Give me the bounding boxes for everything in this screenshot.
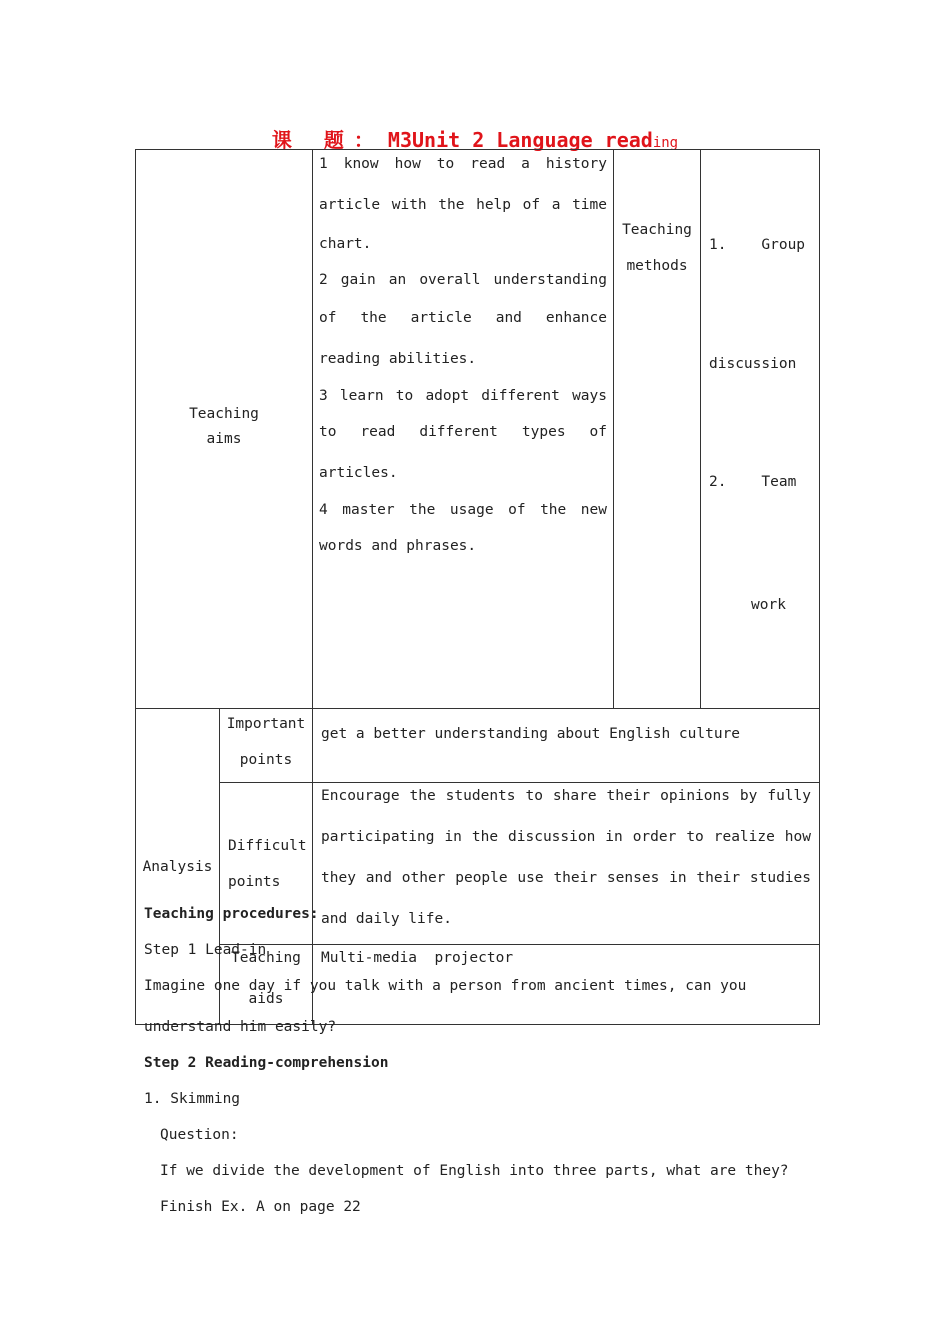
question-text: If we divide the development of English into three parts, what are they? xyxy=(160,1163,789,1179)
label-line: Teaching xyxy=(189,406,259,422)
aim-line: words and phrases. xyxy=(319,538,477,554)
aim-line: chart. xyxy=(319,236,372,252)
label-line: points xyxy=(228,873,281,890)
aim-1 xyxy=(319,144,607,262)
procedures-section xyxy=(144,902,824,1219)
skimming-heading: 1. Skimming xyxy=(144,1091,241,1107)
label-line: methods xyxy=(626,258,688,274)
method-line: 2. Team xyxy=(709,474,797,490)
important-label xyxy=(220,709,313,783)
step2-heading: Step 2 Reading-comprehension xyxy=(144,1055,389,1071)
label-line: Difficult xyxy=(228,837,307,854)
aim-line: articles. xyxy=(319,465,398,481)
difficult-line: they and other people use their senses in their studies xyxy=(321,870,811,886)
aim-line: article with the help of a time xyxy=(319,197,607,213)
title-suffix: ing xyxy=(652,135,679,151)
finish-text: Finish Ex. A on page 22 xyxy=(160,1199,361,1215)
aim-line: reading abilities. xyxy=(319,351,477,367)
aim-line: of the article and enhance xyxy=(319,310,607,326)
title-main: M3Unit 2 Language read xyxy=(387,128,653,152)
teaching-aims-label xyxy=(136,150,313,709)
label-line: aids xyxy=(248,991,284,1007)
important-content xyxy=(313,709,820,783)
aim-4 xyxy=(319,494,607,567)
lesson-plan-table xyxy=(135,149,820,1025)
step1-heading: Step 1 Lead-in xyxy=(144,942,267,958)
method-line: 1. Group xyxy=(709,237,806,253)
aim-2 xyxy=(319,262,607,380)
aim-line: 1 know how to read a history xyxy=(319,156,607,172)
step1-text-2: understand him easily? xyxy=(144,1019,337,1035)
aims-row xyxy=(136,150,820,709)
difficult-line: and daily life. xyxy=(321,911,452,927)
label-line: Important xyxy=(226,716,306,732)
important-row xyxy=(136,709,820,783)
method-line: discussion xyxy=(709,356,797,372)
aids-text: Multi-media projector xyxy=(321,950,514,966)
aims-content xyxy=(313,150,614,709)
question-label: Question: xyxy=(160,1127,239,1143)
important-text: get a better understanding about English culture xyxy=(321,726,741,742)
aim-line: 2 gain an overall understanding xyxy=(319,272,607,288)
analysis-label: Analysis xyxy=(136,709,220,1025)
label-line: points xyxy=(239,752,293,768)
method-line: work xyxy=(751,597,786,613)
label-line: aims xyxy=(206,431,242,447)
aim-line: 4 master the usage of the new xyxy=(319,502,607,518)
label-line: Teaching xyxy=(622,222,692,238)
teaching-methods-label xyxy=(614,150,701,709)
methods-content xyxy=(701,150,820,709)
difficult-line: participating in the discussion in order to realize how xyxy=(321,829,811,845)
aim-line: to read different types of xyxy=(319,424,607,440)
step1-text-1: Imagine one day if you talk with a person from ancient times, can you xyxy=(144,978,747,994)
aim-line: 3 learn to adopt different ways xyxy=(319,388,607,404)
label-line: Teaching xyxy=(231,950,301,966)
difficult-line: Encourage the students to share their opinions by fully xyxy=(321,788,811,804)
procedures-heading: Teaching procedures: xyxy=(144,906,319,922)
aim-3 xyxy=(319,380,607,494)
title-cn: 课 题： xyxy=(271,128,384,152)
